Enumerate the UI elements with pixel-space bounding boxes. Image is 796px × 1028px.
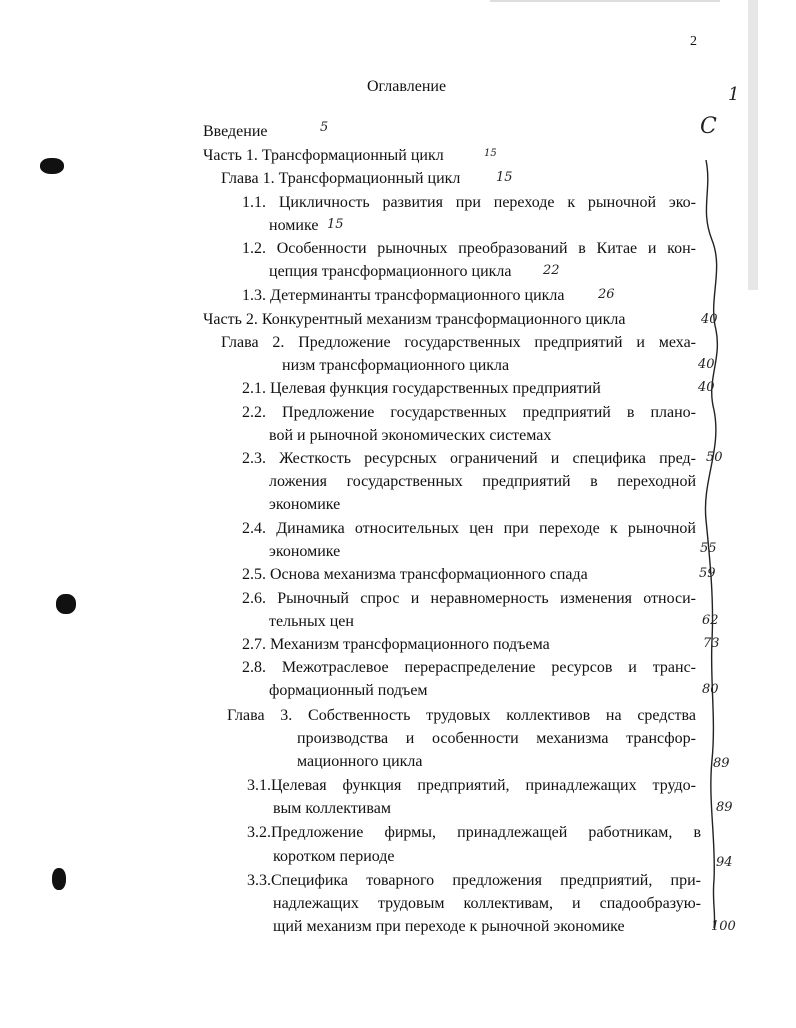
handwritten-page-s12: 22 <box>543 263 560 278</box>
handwritten-page-s28: 80 <box>702 682 719 697</box>
toc-part-1: Часть 1. Трансформационный цикл <box>203 147 444 164</box>
toc-section-2-2-cont: вой и рыночной экономических системах <box>269 427 552 444</box>
toc-section-1-3: 1.3. Детерминанты трансформационного цикла <box>242 287 565 304</box>
handwritten-corner-mark: 1 <box>728 84 740 105</box>
toc-part-2: Часть 2. Конкурентный механизм трансформационного цикла <box>203 311 626 328</box>
toc-chapter-3-cont2: мационного цикла <box>297 753 423 770</box>
toc-section-1-2: 1.2. Особенности рыночных преобразований в Китае и кон- <box>242 240 696 257</box>
toc-chapter-3-cont: производства и особенности механизма трансфор- <box>297 730 696 747</box>
toc-section-2-4-cont: экономике <box>269 543 341 560</box>
handwritten-page-part1: 15 <box>484 148 497 159</box>
toc-section-2-8: 2.8. Межотраслевое перераспределение ресурсов и транс- <box>242 659 696 676</box>
toc-section-2-3-cont2: экономике <box>269 496 341 513</box>
toc-section-2-6-cont: тельных цен <box>269 613 354 630</box>
toc-section-2-8-cont: формационный подъем <box>269 682 428 699</box>
toc-section-2-4: 2.4. Динамика относительных цен при переходе к рыночной <box>242 520 696 537</box>
handwritten-page-s13: 26 <box>598 287 615 302</box>
toc-section-3-3: 3.3.Специфика товарного предложения предприятий, при- <box>247 872 701 889</box>
handwritten-page-intro: 5 <box>320 120 329 135</box>
handwritten-page-ch3: 89 <box>713 756 730 771</box>
toc-section-1-1-cont: номике <box>269 217 319 234</box>
handwritten-page-s33: 100 <box>711 919 736 934</box>
toc-chapter-2-cont: низм трансформационного цикла <box>282 357 510 374</box>
toc-section-3-2: 3.2.Предложение фирмы, принадлежащей работникам, в <box>247 824 701 841</box>
handwritten-page-s31: 89 <box>716 800 733 815</box>
handwritten-corner-letter: С <box>700 114 717 139</box>
handwritten-page-s32: 94 <box>716 855 733 870</box>
handwritten-page-ch2: 40 <box>698 357 715 372</box>
toc-section-2-3-cont: ложения государственных предприятий в переходной <box>269 473 696 490</box>
handwritten-page-s23: 50 <box>706 450 723 465</box>
page-title: Оглавление <box>367 78 447 95</box>
toc-section-2-5: 2.5. Основа механизма трансформационного спада <box>242 566 588 583</box>
handwritten-page-s25: 59 <box>699 566 716 581</box>
toc-section-2-1: 2.1. Целевая функция государственных предприятий <box>242 380 601 397</box>
handwritten-page-part2: 40 <box>701 312 718 327</box>
toc-section-3-3-cont2: щий механизм при переходе к рыночной экономике <box>273 918 625 935</box>
handwritten-page-ch1: 15 <box>496 170 513 185</box>
toc-intro: Введение <box>203 123 268 140</box>
toc-section-3-1: 3.1.Целевая функция предприятий, принадлежащих трудо- <box>247 777 696 794</box>
handwritten-page-s11: 15 <box>327 217 344 232</box>
toc-section-2-6: 2.6. Рыночный спрос и неравномерность изменения относи- <box>242 590 696 607</box>
toc-chapter-2: Глава 2. Предложение государственных предприятий и меха- <box>221 334 696 351</box>
toc-section-2-7: 2.7. Механизм трансформационного подъема <box>242 636 550 653</box>
toc-section-2-3: 2.3. Жесткость ресурсных ограничений и специфика пред- <box>242 450 696 467</box>
handwritten-page-s24: 55 <box>700 541 717 556</box>
toc-section-1-1: 1.1. Цикличность развития при переходе к рыночной эко- <box>242 194 696 211</box>
toc-section-3-3-cont: надлежащих трудовым коллективам, и спадообразую- <box>273 895 701 912</box>
page-number: 2 <box>690 34 697 49</box>
toc-section-3-2-cont: коротком периоде <box>273 848 395 865</box>
handwritten-page-s26: 62 <box>702 613 719 628</box>
toc-section-3-1-cont: вым коллективам <box>273 800 391 817</box>
toc-section-1-2-cont: цепция трансформационного цикла <box>269 263 512 280</box>
toc-chapter-3: Глава 3. Собственность трудовых коллективов на средства <box>227 707 696 724</box>
handwritten-page-s21: 40 <box>698 380 715 395</box>
handwritten-page-s27: 73 <box>703 636 720 651</box>
toc-chapter-1: Глава 1. Трансформационный цикл <box>221 170 461 187</box>
toc-section-2-2: 2.2. Предложение государственных предприятий в плано- <box>242 404 696 421</box>
